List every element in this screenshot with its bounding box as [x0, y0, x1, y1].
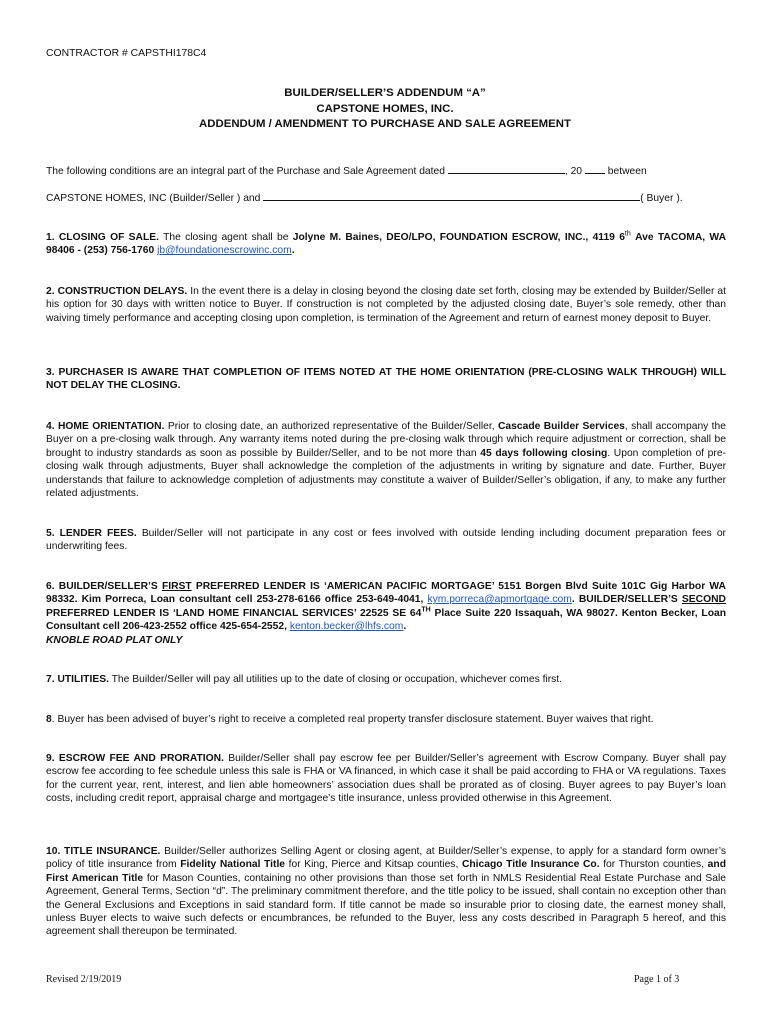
document-title: [0, 86, 770, 133]
section-heading: 2. CONSTRUCTION DELAYS.: [46, 286, 188, 297]
punctuation: .: [403, 621, 407, 633]
section-text: Builder/Seller shall pay escrow fee per Builder/Seller’s agreement with Escrow Company. Buyer shall pay escrow fee according to fee schedule unless this sale is FHA or VA financed, in which case it shall be paid according to FHA or VA regulations. Taxes for the current year, rent, interest, and lien able homeowners’ association dues shall be prorated as of closing. Buyer agrees to pay Buyer’s loan costs, including credit report, appraisal charge and mortgagee’s title insurance, unless provided otherwise in this Agreement.: [46, 753, 726, 805]
agreement-date-field[interactable]: [448, 164, 565, 174]
section-text: In the event there is a delay in closing beyond the closing date set forth, closing may be extended by Builder/Seller at his option for 30 days with written notice to Buyer. If construction is not completed by the adjusted closing date, Buyer’s sole remedy, other than waiving timely performance and accepting closing upon completion, is termination of the Agreement and return of earnest money deposit to Buyer.: [46, 286, 726, 324]
section-number: 8: [46, 714, 52, 725]
section-text: . Upon completion of pre-closing walk through adjustments, Buyer shall acknowledge the completion of the adjustments in writing by signature and date. Further, Buyer understands that failure to acknowledge completion of adjustments may constitute a waiver of Builder/Seller’s obligation, if any, to make any further related adjustments.: [46, 447, 726, 500]
intro-date-line: [46, 164, 726, 178]
second-label: SECOND: [681, 594, 726, 606]
intro-buyer-text: ( Buyer ).: [640, 193, 683, 204]
punctuation: .: [291, 245, 295, 257]
section-disclosure: [46, 713, 726, 726]
intro-text: The following conditions are an integral part of the Purchase and Sale Agreement dated: [46, 166, 445, 177]
first-lender-details: PREFERRED LENDER IS ‘AMERICAN PACIFIC MORTGAGE’ 5151 Borgen Blvd Suite 101C Gig Harbor WA 98332. Kim Porreca, Loan consultant cell 253-278-6166 office 253-649-4041,: [46, 581, 726, 606]
adjustment-deadline: 45 days following closing: [480, 447, 608, 459]
builder-services-name: Cascade Builder Services: [497, 421, 625, 432]
title-company-chicago: Chicago Title Insurance Co.: [461, 859, 600, 871]
lender-text: 6. BUILDER/SELLER’S: [46, 581, 158, 592]
section-heading: 1. CLOSING OF SALE.: [46, 232, 159, 243]
section-text: Builder/Seller will not participate in any cost or fees involved with outside lending including document preparation fees or underwriting fees.: [46, 528, 726, 553]
revision-date: Revised 2/19/2019: [46, 974, 122, 985]
title-company-fidelity: Fidelity National Title: [180, 859, 286, 871]
section-heading: 9. ESCROW FEE AND PRORATION.: [46, 753, 224, 764]
section-closing-of-sale: [46, 231, 726, 258]
second-lender-details: PREFERRED LENDER IS ‘LAND HOME FINANCIAL SERVICES’ 22525 SE 64: [46, 607, 422, 619]
section-home-orientation: [46, 420, 726, 500]
section-escrow-fee: [46, 752, 726, 806]
superscript: TH: [421, 606, 431, 614]
section-text: Builder/Seller authorizes Selling Agent or closing agent, at Builder/Seller’s expense, to apply for a standard form owner’s policy of title insurance from: [46, 846, 726, 871]
closing-agent: Jolyne M. Baines, DEO/LPO, FOUNDATION ESCROW, INC., 4119 6: [292, 232, 625, 243]
section-lender-fees: [46, 527, 726, 554]
section-heading: . LENDER FEES.: [51, 528, 137, 539]
title-line-addendum: BUILDER/SELLER’S ADDENDUM “A”: [284, 87, 486, 99]
punctuation: .: [571, 594, 575, 606]
section-heading: 7. UTILITIES.: [46, 674, 109, 685]
page-number: Page 1 of 3: [634, 974, 680, 985]
plat-note: KNOBLE ROAD PLAT ONLY: [46, 634, 183, 646]
intro-seller-text: CAPSTONE HOMES, INC (Builder/Seller ) and: [46, 193, 261, 204]
section-purchaser-aware: [46, 366, 726, 393]
intro-year-text: , 20: [564, 166, 583, 177]
section-number: 5: [46, 528, 52, 539]
contractor-number: CONTRACTOR # CAPSTHI178C4: [46, 48, 207, 59]
section-text: , shall accompany the Buyer on a pre-closing walk through. Any warranty items noted during the pre-closing walk through which require adjustment or correction, shall be brought to industry standards as soon as possible by Builder/Seller, and to be not more than: [46, 421, 726, 459]
first-label: FIRST: [161, 581, 192, 592]
second-lender-contact: Place Suite 220 Issaquah, WA 98027. Kenton Becker, Loan Consultant cell 206-423-2552 office 425-654-2552,: [46, 607, 726, 633]
section-text: Prior to closing date, an authorized representative of the Builder/Seller,: [167, 421, 495, 432]
intro-between-text: between: [607, 166, 647, 177]
buyer-name-field[interactable]: [263, 191, 640, 201]
section-text: for King, Pierce and Kitsap counties,: [288, 859, 459, 871]
second-lender-email-link[interactable]: kenton.becker@lhfs.com: [289, 621, 404, 633]
closing-agent-address: Ave TACOMA, WA 98406 - (253) 756-1760: [46, 232, 727, 257]
section-heading: 10. TITLE INSURANCE.: [46, 846, 161, 857]
intro-parties-line: [46, 191, 726, 205]
section-text: for Thurston counties,: [603, 859, 705, 871]
section-text: The closing agent shall be: [163, 232, 289, 243]
section-text: . Buyer has been advised of buyer’s right to receive a completed real property transfer disclosure statement. Buyer waives that right.: [51, 714, 654, 725]
escrow-email-link[interactable]: jb@foundationescrowinc.com: [157, 245, 292, 257]
first-lender-email-link[interactable]: kym.porreca@apmortgage.com: [427, 594, 572, 606]
section-utilities: [46, 673, 726, 686]
title-line-amendment: ADDENDUM / AMENDMENT TO PURCHASE AND SALE AGREEMENT: [199, 118, 571, 131]
superscript: th: [624, 230, 631, 238]
agreement-year-field[interactable]: [585, 164, 605, 174]
section-construction-delays: [46, 285, 726, 325]
lender-text: BUILDER/SELLER’S: [578, 594, 678, 606]
section-text: for Mason Counties, containing no other provisions than those set forth in NMLS Residential Real Estate Purchase and Sale Agreement, General Terms, Section “d”. The preliminary commitment therefore, and the title policy to be issued, shall contain no exception other than the General Exclusions and Exceptions in said standard form. If title cannot be made so insurable prior to closing date, the earnest money shall, unless Buyer elects to waive such defects or encumbrances, be refunded to the Buyer, less any costs described in Paragraph 5 hereof, and this agreement shall thereupon be terminated.: [46, 872, 726, 938]
title-line-company: CAPSTONE HOMES, INC.: [316, 102, 454, 115]
section-preferred-lenders: [46, 580, 726, 647]
section-heading: 4. HOME ORIENTATION.: [46, 421, 165, 432]
title-company-first-american: and First American Title: [46, 859, 726, 884]
section-text: 3. PURCHASER IS AWARE THAT COMPLETION OF ITEMS NOTED AT THE HOME ORIENTATION (PRE-CLOSING WALK THROUGH) WILL NOT DELAY THE CLOSING.: [46, 367, 726, 392]
section-title-insurance: [46, 845, 726, 939]
section-text: The Builder/Seller will pay all utilities up to the date of closing or occupation, whichever comes first.: [111, 674, 563, 685]
